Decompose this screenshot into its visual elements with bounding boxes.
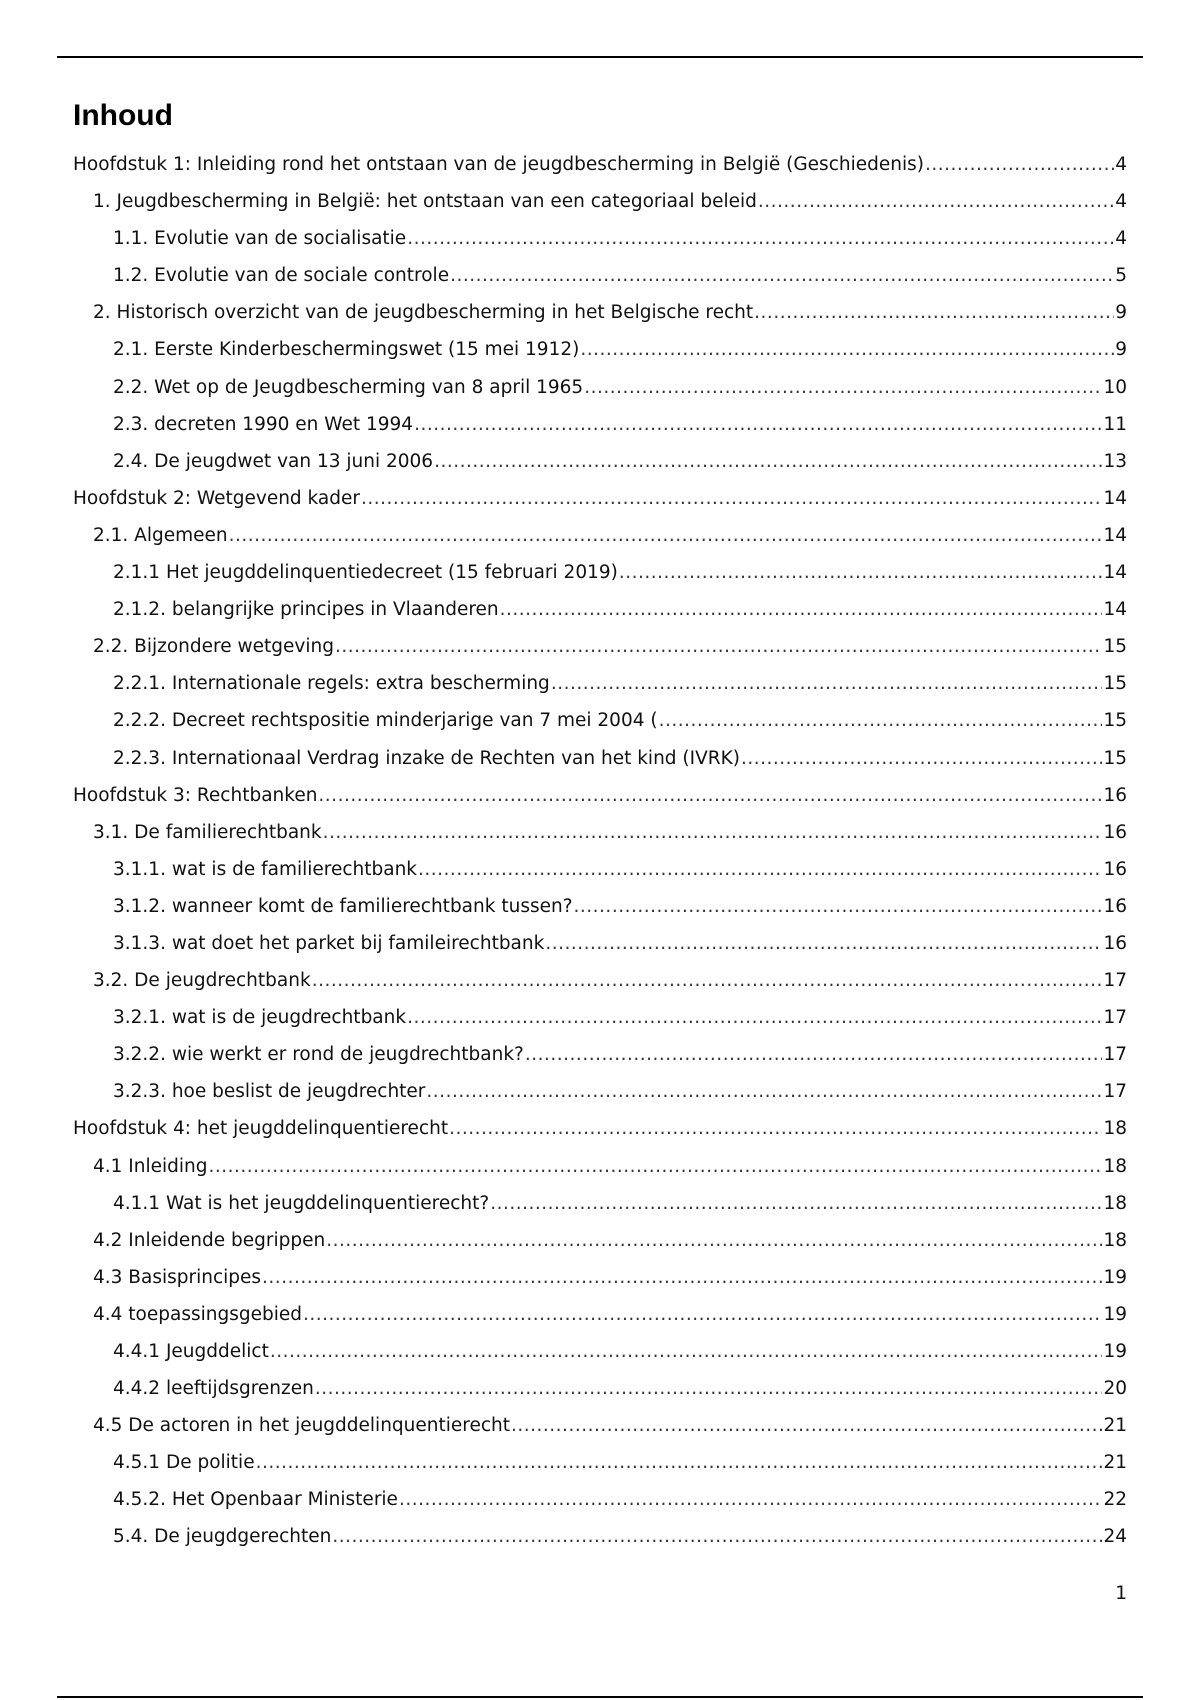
toc-entry-page: 4 (1115, 154, 1127, 175)
toc-entry[interactable] (73, 1073, 1127, 1110)
toc-entry[interactable] (73, 183, 1127, 220)
toc-entry-page: 21 (1103, 1452, 1127, 1474)
toc-entry-page: 14 (1103, 487, 1127, 509)
toc-entry[interactable] (73, 591, 1127, 628)
page-title: Inhoud (73, 99, 173, 132)
toc-entry-label: 3.1. De familierechtbank (93, 821, 322, 843)
toc-dot-leader (326, 1222, 1102, 1259)
toc-entry[interactable] (73, 628, 1127, 665)
toc-entry-label: 4.1.1 Wat is het jeugddelinquentierecht? (113, 1192, 490, 1214)
toc-entry[interactable] (73, 777, 1127, 814)
toc-dot-leader (323, 814, 1103, 851)
toc-entry[interactable] (73, 1407, 1127, 1444)
toc-entry[interactable] (73, 294, 1127, 331)
toc-entry-label: 2.2. Bijzondere wetgeving (93, 636, 334, 658)
toc-entry[interactable] (73, 1036, 1127, 1073)
toc-entry-page: 22 (1103, 1489, 1127, 1511)
toc-entry-label: 2.3. decreten 1990 en Wet 1994 (113, 413, 414, 435)
toc-entry-label: 4.4 toepassingsgebied (93, 1303, 302, 1325)
toc-entry-label: 2.2. Wet op de Jeugdbescherming van 8 april 1965 (113, 376, 584, 398)
header-rule (57, 56, 1143, 58)
toc-dot-leader (262, 1259, 1102, 1296)
toc-entry-page: 14 (1103, 524, 1127, 546)
toc-entry-page: 20 (1103, 1378, 1127, 1400)
toc-entry-page: 17 (1103, 1007, 1127, 1029)
toc-entry[interactable] (73, 1148, 1127, 1185)
toc-dot-leader (449, 1110, 1102, 1147)
toc-entry-label: 5.4. De jeugdgerechten (113, 1526, 332, 1548)
toc-entry-page: 16 (1103, 858, 1127, 880)
toc-entry-page: 14 (1103, 599, 1127, 621)
toc-dot-leader (256, 1444, 1103, 1481)
toc-entry-label: 4.2 Inleidende begrippen (93, 1229, 326, 1251)
toc-entry-page: 18 (1103, 1155, 1127, 1177)
toc-entry[interactable] (73, 1185, 1127, 1222)
toc-entry-label: 1.2. Evolutie van de sociale controle (113, 265, 450, 287)
toc-entry-label: 1.1. Evolutie van de socialisatie (113, 228, 407, 250)
toc-dot-leader (414, 406, 1102, 443)
toc-entry[interactable] (73, 665, 1127, 702)
toc-entry-page: 16 (1103, 821, 1127, 843)
toc-entry-page: 16 (1103, 784, 1127, 806)
toc-dot-leader (450, 257, 1114, 294)
toc-dot-leader (315, 1370, 1103, 1407)
toc-entry[interactable] (73, 925, 1127, 962)
toc-entry-label: 4.1 Inleiding (93, 1155, 208, 1177)
toc-entry-label: 2.4. De jeugdwet van 13 juni 2006 (113, 450, 434, 472)
toc-entry[interactable] (73, 1259, 1127, 1296)
toc-entry-page: 13 (1103, 450, 1127, 472)
toc-dot-leader (551, 665, 1103, 702)
toc-dot-leader (434, 443, 1102, 480)
toc-entry[interactable] (73, 257, 1127, 294)
toc-entry-label: 4.5 De actoren in het jeugddelinquentierecht (93, 1415, 511, 1437)
toc-entry-page: 18 (1103, 1118, 1127, 1140)
toc-dot-leader (754, 294, 1114, 331)
toc-entry[interactable] (73, 1370, 1127, 1407)
toc-entry-label: 4.4.1 Jeugddelict (113, 1341, 269, 1362)
toc-entry-label: 2.1.2. belangrijke principes in Vlaanderen (113, 599, 499, 621)
toc-dot-leader (511, 1407, 1102, 1444)
toc-dot-leader (335, 628, 1103, 665)
toc-entry-page: 5 (1115, 265, 1127, 287)
page-number: 1 (1115, 1583, 1127, 1604)
toc-entry-page: 4 (1115, 191, 1127, 213)
toc-entry[interactable] (73, 146, 1127, 183)
toc-entry[interactable] (73, 962, 1127, 999)
toc-entry-page: 18 (1103, 1229, 1127, 1251)
toc-entry-page: 15 (1103, 710, 1127, 732)
toc-dot-leader (574, 888, 1103, 925)
toc-entry[interactable] (73, 1110, 1127, 1147)
toc-dot-leader (399, 1481, 1103, 1518)
toc-dot-leader (303, 1296, 1102, 1333)
toc-entry[interactable] (73, 1222, 1127, 1259)
toc-entry-page: 19 (1103, 1341, 1127, 1362)
toc-entry-label: 2.1.1 Het jeugddelinquentiedecreet (15 februari 2019) (113, 562, 618, 584)
toc-entry[interactable] (73, 740, 1127, 777)
toc-dot-leader (659, 702, 1103, 739)
toc-dot-leader (500, 591, 1103, 628)
toc-dot-leader (407, 999, 1102, 1036)
toc-entry-label: 3.1.1. wat is de familierechtbank (113, 858, 418, 880)
toc-entry[interactable] (73, 220, 1127, 257)
toc-entry[interactable] (73, 888, 1127, 925)
toc-entry-page: 24 (1103, 1526, 1127, 1548)
toc-entry[interactable] (73, 369, 1127, 406)
toc-entry-page: 15 (1103, 636, 1127, 658)
toc-entry[interactable] (73, 1333, 1127, 1370)
toc-dot-leader (584, 369, 1102, 406)
toc-entry-label: 2.2.3. Internationaal Verdrag inzake de Rechten van het kind (IVRK) (113, 747, 740, 769)
toc-dot-leader (312, 962, 1103, 999)
toc-entry-page: 14 (1103, 562, 1127, 584)
toc-entry-label: 4.5.1 De politie (113, 1452, 255, 1474)
toc-entry-label: Hoofdstuk 4: het jeugddelinquentierecht (73, 1118, 449, 1140)
toc-entry-page: 10 (1103, 376, 1127, 398)
toc-entry-page: 4 (1115, 228, 1127, 250)
toc-entry-page: 19 (1103, 1266, 1127, 1288)
toc-dot-leader (209, 1148, 1103, 1185)
toc-entry-label: 3.2.3. hoe beslist de jeugdrechter (113, 1081, 426, 1103)
toc-dot-leader (490, 1185, 1102, 1222)
footer-rule (57, 1696, 1143, 1698)
toc-entry-page: 9 (1115, 339, 1127, 361)
toc-dot-leader (426, 1073, 1102, 1110)
toc-dot-leader (270, 1333, 1103, 1370)
toc-entry-label: 4.5.2. Het Openbaar Ministerie (113, 1489, 398, 1511)
toc-entry-page: 17 (1103, 1044, 1127, 1066)
toc-entry-label: 2.2.1. Internationale regels: extra bescherming (113, 673, 550, 695)
toc-dot-leader (580, 331, 1114, 368)
toc-entry[interactable] (73, 331, 1127, 368)
toc-entry-page: 18 (1103, 1192, 1127, 1214)
toc-entry[interactable] (73, 1296, 1127, 1333)
table-of-contents (73, 146, 1127, 1556)
toc-entry-page: 21 (1103, 1415, 1127, 1437)
toc-entry-label: 4.4.2 leeftijdsgrenzen (113, 1378, 314, 1400)
toc-entry-label: 2.1. Eerste Kinderbeschermingswet (15 mei 1912) (113, 339, 580, 361)
toc-entry-label: 4.3 Basisprincipes (93, 1266, 262, 1288)
toc-dot-leader (741, 740, 1102, 777)
toc-entry[interactable] (73, 851, 1127, 888)
toc-entry[interactable] (73, 1444, 1127, 1481)
toc-entry-page: 16 (1103, 895, 1127, 917)
toc-entry-label: 2.1. Algemeen (93, 524, 228, 546)
toc-entry-page: 17 (1103, 1081, 1127, 1103)
toc-dot-leader (418, 851, 1102, 888)
toc-dot-leader (361, 480, 1102, 517)
toc-entry-label: 2. Historisch overzicht van de jeugdbescherming in het Belgische recht (93, 302, 754, 324)
toc-entry[interactable] (73, 999, 1127, 1036)
toc-dot-leader (619, 554, 1103, 591)
toc-entry[interactable] (73, 1518, 1127, 1555)
toc-entry[interactable] (73, 517, 1127, 554)
toc-entry-label: 3.2.2. wie werkt er rond de jeugdrechtbank? (113, 1044, 524, 1066)
toc-entry-page: 11 (1103, 413, 1127, 435)
toc-entry-label: 3.1.2. wanneer komt de familierechtbank tussen? (113, 895, 573, 917)
toc-entry-label: Hoofdstuk 2: Wetgevend kader (73, 487, 361, 509)
toc-entry-label: 1. Jeugdbescherming in België: het ontstaan van een categoriaal beleid (93, 191, 757, 213)
toc-entry[interactable] (73, 1481, 1127, 1518)
toc-entry[interactable] (73, 406, 1127, 443)
toc-entry-page: 9 (1115, 302, 1127, 324)
toc-dot-leader (925, 146, 1114, 183)
toc-dot-leader (229, 517, 1103, 554)
toc-entry[interactable] (73, 702, 1127, 739)
toc-entry-page: 15 (1103, 747, 1127, 769)
toc-dot-leader (318, 777, 1102, 814)
toc-dot-leader (525, 1036, 1103, 1073)
toc-entry-label: 3.1.3. wat doet het parket bij famileirechtbank (113, 932, 545, 954)
toc-entry-page: 17 (1103, 970, 1127, 992)
toc-entry-label: 2.2.2. Decreet rechtspositie minderjarige van 7 mei 2004 ( (113, 710, 658, 732)
toc-entry-page: 19 (1103, 1303, 1127, 1325)
toc-entry-page: 16 (1103, 932, 1127, 954)
toc-entry[interactable] (73, 554, 1127, 591)
toc-dot-leader (407, 220, 1114, 257)
toc-dot-leader (332, 1518, 1102, 1555)
toc-entry-label: 3.2. De jeugdrechtbank (93, 970, 311, 992)
toc-entry[interactable] (73, 443, 1127, 480)
toc-entry-label: 3.2.1. wat is de jeugdrechtbank (113, 1007, 407, 1029)
toc-dot-leader (545, 925, 1102, 962)
toc-entry-label: Hoofdstuk 1: Inleiding rond het ontstaan van de jeugdbescherming in België (Geschiedenis) (73, 154, 924, 175)
toc-entry-page: 15 (1103, 673, 1127, 695)
toc-entry-label: Hoofdstuk 3: Rechtbanken (73, 784, 318, 806)
toc-dot-leader (758, 183, 1114, 220)
toc-entry[interactable] (73, 814, 1127, 851)
toc-entry[interactable] (73, 480, 1127, 517)
